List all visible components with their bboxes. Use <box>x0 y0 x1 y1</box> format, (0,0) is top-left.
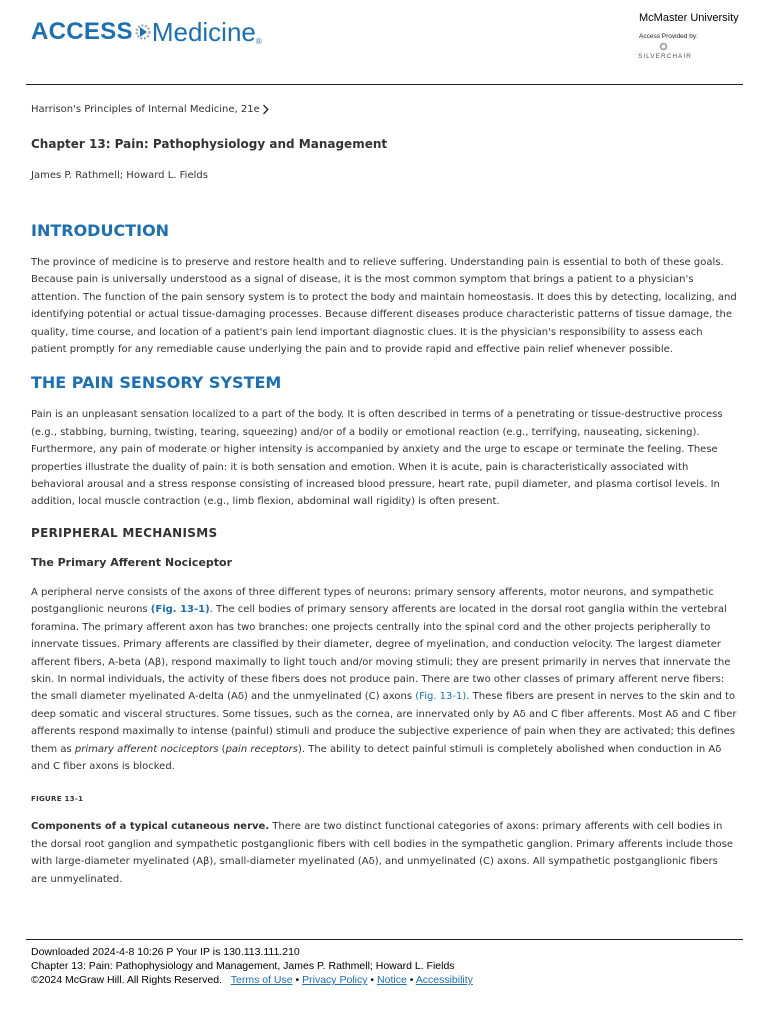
chapter-title: Chapter 13: Pain: Pathophysiology and Management <box>31 137 388 151</box>
citation-line: Chapter 13: Pain: Pathophysiology and Management, James P. Rathmell; Howard L. Fields <box>31 960 455 972</box>
introduction-paragraph: The province of medicine is to preserve and restore health and to relieve suffering. Understanding pain is essential to both of these goals. Because pain is universally understood as a signal of disease, it is the most common symptom that brings a patient to a physician's attention. The function of the pain sensory system is to protect the body and maintain homeostasis. It does this by detecting, localizing, and identifying potential or actual tissue-damaging processes. Because different diseases produce characteristic patterns of tissue damage, the quality, time course, and location of a patient's pain lend important diagnostic clues. It is the physician's responsibility to assess each patient promptly for any remediable cause underlying the pain and to provide rapid and effective pain relief whenever possible. <box>31 257 737 356</box>
paragraph-text: . The cell bodies of primary sensory afferents are located in the dorsal root ganglia within the vertebral foramina. The primary afferent axon has two branches: one projects centrally into the spinal cord and the other projects peripherally to innervate tissues. Primary afferents are classified by their diameter, degree of myelination, and conduction velocity. The largest diameter afferent fibers, A-beta (Aβ), respond maximally to light touch and/or moving stimuli; they are present primarily in nerves that innervate the skin. In normal individuals, the activity of these fibers does not produce pain. There are two other classes of primary afferent nerve fibers: the small diameter myelinated A-delta (Aδ) and the unmyelinated (C) axons <box>31 604 731 703</box>
access-provided-by-label: Access Provided by: <box>639 33 698 40</box>
copyright-text: ©2024 McGraw Hill. All Rights Reserved. <box>31 974 222 986</box>
notice-link[interactable]: Notice <box>377 974 407 986</box>
figure-label: FIGURE 13-1 <box>31 795 84 804</box>
primary-afferent-paragraph <box>31 584 737 775</box>
site-header <box>0 0 768 86</box>
header-divider <box>26 84 743 85</box>
download-info: Downloaded 2024-4-8 10:26 P Your IP is 130.113.111.210 <box>31 946 300 958</box>
subsection-heading-peripheral-mechanisms: PERIPHERAL MECHANISMS <box>31 525 218 540</box>
figure-caption <box>31 818 737 888</box>
italic-term: primary afferent nociceptors <box>74 743 219 755</box>
provider-name: SILVERCHAIR <box>638 53 692 60</box>
chevron-right-icon <box>262 104 269 115</box>
paragraph-text: A peripheral nerve consists of the axons of three different types of neurons: primary sensory afferents, motor neurons, and sympathetic postganglionic neurons <box>31 586 714 616</box>
figure-caption-title: Components of a typical cutaneous nerve. <box>31 821 270 833</box>
chapter-authors: James P. Rathmell; Howard L. Fields <box>31 170 208 181</box>
logo-registered-mark: ® <box>255 37 262 46</box>
section-heading-introduction: INTRODUCTION <box>31 221 170 240</box>
institution-name: McMaster University <box>639 12 739 24</box>
page-footer <box>31 945 473 987</box>
accessibility-link[interactable]: Accessibility <box>415 974 473 986</box>
figure-link-13-1[interactable]: (Fig. 13-1) <box>415 691 467 703</box>
link-separator: • <box>295 974 300 986</box>
breadcrumb[interactable] <box>31 104 737 115</box>
logo-medicine-text: Medicine <box>151 16 256 47</box>
italic-term: pain receptors <box>225 743 298 755</box>
section-heading-pain-sensory-system: THE PAIN SENSORY SYSTEM <box>31 373 282 393</box>
pain-sensory-system-paragraph: Pain is an unpleasant sensation localized to a part of the body. It is often described in terms of a penetrating or tissue-destructive process (e.g., stabbing, burning, twisting, tearing, squeezing) and/or of a bodily or emotional reaction (e.g., terrifying, nauseating, sickening). Furthermore, any pain of moderate or higher intensity is accompanied by anxiety and the urge to escape or terminate the feeling. These properties illustrate the duality of pain: it is both sensation and emotion. When it is acute, pain is characteristically associated with behavioral arousal and a stress response consisting of increased blood pressure, heart rate, pupil diameter, and plasma cortisol levels. In addition, local muscle contraction (e.g., limb flexion, abdominal wall rigidity) is often present. <box>31 409 723 508</box>
copyright-line <box>31 973 473 987</box>
privacy-policy-link[interactable]: Privacy Policy <box>302 974 368 986</box>
logo-access-text: ACCESS <box>31 18 133 45</box>
figure-link-13-1[interactable]: (Fig. 13-1) <box>150 604 210 616</box>
logo-gear-arrow-icon <box>134 17 152 47</box>
accessmedicine-logo[interactable] <box>31 12 262 52</box>
link-separator: • <box>370 974 375 986</box>
terms-of-use-link[interactable]: Terms of Use <box>230 974 293 986</box>
silverchair-logo-icon <box>659 42 668 51</box>
paragraph-text: . These fibers are present in nerves to the skin and to deep somatic and visceral structures. Some tissues, such as the cornea, are innervated only by Aδ and C fiber afferents. Most Aδ and C fiber afferents respond maximally to intense (painful) stimuli and produce the subjective experience of pain when they are activated; this defines them as <box>31 691 737 755</box>
article-content <box>31 100 737 888</box>
link-separator: • <box>409 974 414 986</box>
breadcrumb-book-title[interactable]: Harrison's Principles of Internal Medicine, 21e <box>31 104 260 115</box>
paragraph-text: ). The ability to detect painful stimuli is completely abolished when conduction in Aδ and C fiber axons is blocked. <box>31 743 722 772</box>
paragraph-text: ( <box>218 743 226 755</box>
subsubsection-heading-primary-afferent: The Primary Afferent Nociceptor <box>31 555 233 569</box>
figure-caption-text: There are two distinct functional categories of axons: primary afferents with cell bodies in the dorsal root ganglion and sympathetic postganglionic fibers with cell bodies in the sympathetic ganglion. Primary afferents include those with large-diameter myelinated (Aβ), small-diameter myelinated (Aδ), and unmyelinated (C) axons. All sympathetic postganglionic fibers are unmyelinated. <box>31 821 733 885</box>
footer-divider <box>26 939 743 940</box>
